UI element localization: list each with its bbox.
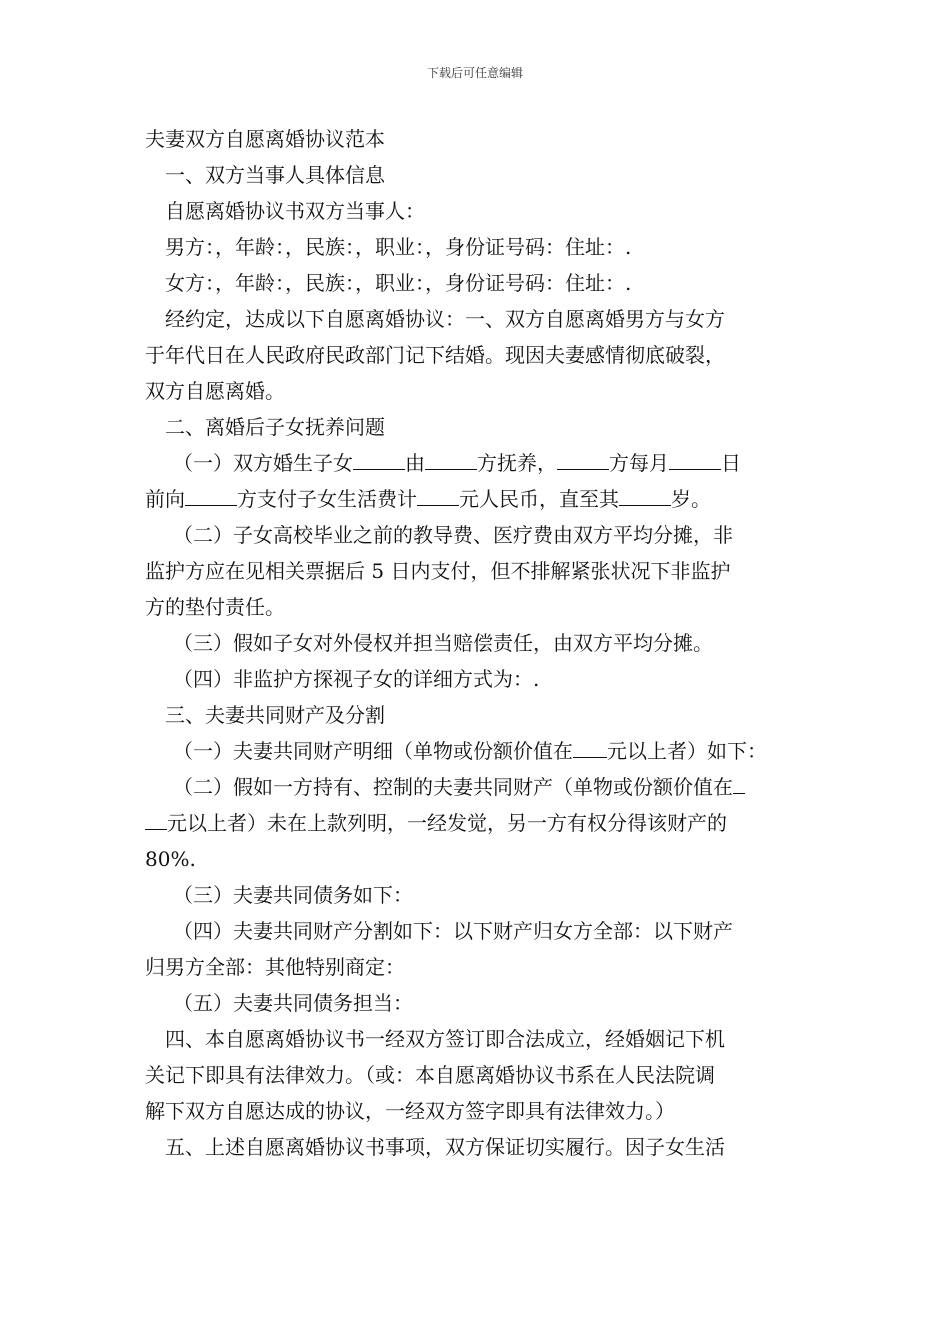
text-run: 方抚养， xyxy=(477,451,557,475)
paragraph-line-custody xyxy=(145,445,807,481)
text-run: （一）双方婚生子女 xyxy=(173,451,353,475)
paragraph-line: 自愿离婚协议书双方当事人： xyxy=(165,199,425,223)
paragraph-line: （五）夫妻共同债务担当： xyxy=(173,991,413,1015)
fill-blank xyxy=(733,775,745,794)
fill-blank xyxy=(185,487,237,506)
paragraph-line: 于年代日在人民政府民政部门记下结婚。现因夫妻感情彻底破裂， xyxy=(145,343,725,367)
text-run: 由 xyxy=(405,451,425,475)
text-run: 元人民币，直至其 xyxy=(459,487,619,511)
paragraph-line: 监护方应在见相关票据后 5 日内支付，但不排解紧张状况下非监护 xyxy=(145,559,731,583)
page-header: 下载后可任意编辑 xyxy=(426,66,523,80)
section-heading-3: 三、夫妻共同财产及分割 xyxy=(165,703,385,727)
section-heading-2: 二、离婚后子女抚养问题 xyxy=(165,415,385,439)
fill-blank xyxy=(425,451,477,470)
fill-blank xyxy=(145,811,167,830)
paragraph-line: （四）夫妻共同财产分割如下：以下财产归女方全部：以下财产 xyxy=(173,919,733,943)
paragraph-line-female: 女方：，年龄：，民族：，职业：，身份证号码：住址：. xyxy=(165,271,632,295)
paragraph-line: 关记下即具有法律效力。（或：本自愿离婚协议书系在人民法院调 xyxy=(145,1063,715,1087)
fill-blank xyxy=(669,451,721,470)
paragraph-line: （四）非监护方探视子女的详细方式为：. xyxy=(173,667,540,691)
fill-blank xyxy=(619,487,671,506)
text-run: 方支付子女生活费计 xyxy=(237,487,417,511)
text-run: 元以上者）未在上款列明，一经发觉，另一方有权分得该财产的 xyxy=(167,811,727,835)
document-title: 夫妻双方自愿离婚协议范本 xyxy=(145,127,385,151)
fill-blank xyxy=(353,451,405,470)
text-run: 前向 xyxy=(145,487,185,511)
text-run: （二）假如一方持有、控制的夫妻共同财产（单物或份额价值在 xyxy=(173,775,733,799)
fill-blank xyxy=(573,739,607,758)
section-heading-5: 五、上述自愿离婚协议书事项，双方保证切实履行。因子女生活 xyxy=(165,1135,725,1159)
fill-blank xyxy=(417,487,459,506)
paragraph-line-property xyxy=(145,733,807,769)
paragraph-line-property xyxy=(145,805,807,841)
paragraph-line-property xyxy=(145,769,807,805)
paragraph-line: 80%. xyxy=(145,847,196,871)
document-body xyxy=(145,121,807,1165)
paragraph-line-male: 男方：，年龄：，民族：，职业：，身份证号码：住址：. xyxy=(165,235,632,259)
paragraph-line: 归男方全部：其他特别商定： xyxy=(145,955,405,979)
fill-blank xyxy=(557,451,609,470)
paragraph-line: （三）夫妻共同债务如下： xyxy=(173,883,413,907)
section-heading-1: 一、双方当事人具体信息 xyxy=(165,163,385,187)
paragraph-line: 双方自愿离婚。 xyxy=(145,379,285,403)
paragraph-line: 方的垫付责任。 xyxy=(145,595,285,619)
paragraph-line: 解下双方自愿达成的协议，一经双方签字即具有法律效力。） xyxy=(145,1099,675,1123)
text-run: 方每月 xyxy=(609,451,669,475)
paragraph-line: （三）假如子女对外侵权并担当赔偿责任，由双方平均分摊。 xyxy=(173,631,713,655)
paragraph-line: 经约定，达成以下自愿离婚协议：一、双方自愿离婚男方与女方 xyxy=(165,307,725,331)
section-heading-4: 四、本自愿离婚协议书一经双方签订即合法成立，经婚姻记下机 xyxy=(165,1027,725,1051)
text-run: 日 xyxy=(721,451,741,475)
paragraph-line-support xyxy=(145,481,807,517)
paragraph-line: （二）子女高校毕业之前的教导费、医疗费由双方平均分摊，非 xyxy=(173,523,733,547)
text-run: 元以上者）如下： xyxy=(607,739,767,763)
text-run: （一）夫妻共同财产明细（单物或份额价值在 xyxy=(173,739,573,763)
text-run: 岁。 xyxy=(671,487,711,511)
